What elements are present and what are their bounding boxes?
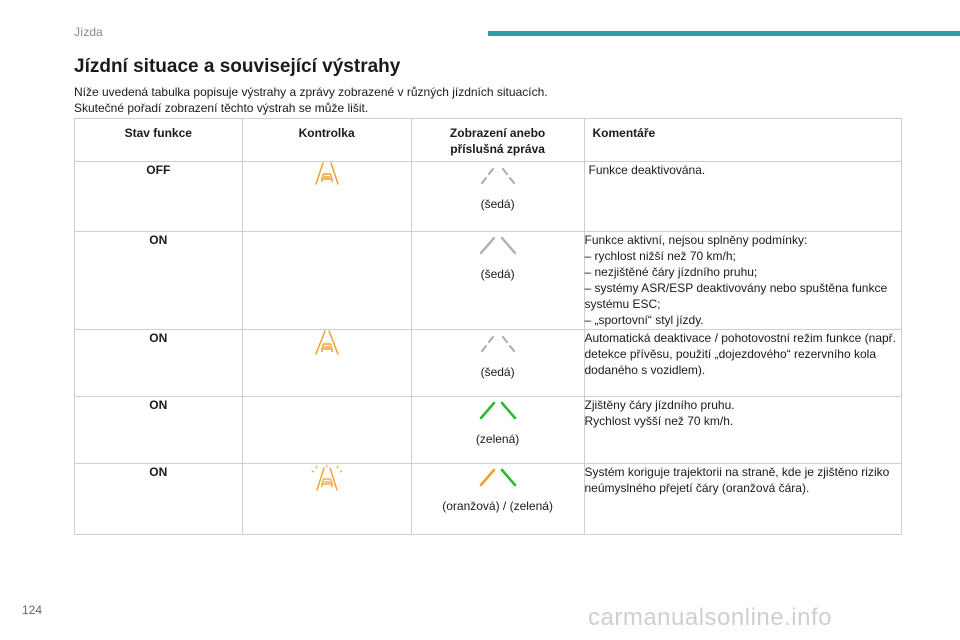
- lane-lines-dashed-grey-icon: [468, 330, 528, 354]
- lamp-cell: [242, 397, 411, 464]
- lane-lines-orange-green-icon: [468, 464, 528, 488]
- page-number: 124: [22, 603, 43, 617]
- header-comment: Komentáře: [584, 119, 902, 162]
- display-caption: (zelená): [475, 432, 520, 446]
- state-cell: ON: [75, 330, 243, 397]
- table-row: [75, 232, 902, 330]
- display-cell: [411, 232, 584, 330]
- comment-line: – systémy ASR/ESP deaktivovány nebo spuštěna funkce: [584, 281, 888, 295]
- table-row: [75, 330, 902, 397]
- comment-cell: [584, 464, 902, 535]
- header-state: Stav funkce: [75, 119, 243, 162]
- comment-line: Systém koriguje trajektorii na straně, kde je zjištěno riziko: [584, 465, 890, 479]
- lane-lines-dashed-grey-icon: [468, 162, 528, 186]
- intro-line: Skutečné pořadí zobrazení těchto výstrah se může lišit.: [74, 101, 369, 115]
- watermark: carmanualsonline.info: [588, 604, 832, 631]
- lane-lines-solid-grey-icon: [468, 232, 528, 256]
- display-caption: (šedá): [480, 197, 515, 211]
- display-caption: (šedá): [480, 365, 515, 379]
- header-display-line: příslušná zpráva: [450, 142, 545, 156]
- header-accent-bar: [488, 31, 960, 36]
- intro-text: [74, 84, 894, 116]
- comment-line: Zjištěny čáry jízdního pruhu.: [584, 398, 735, 412]
- header-lamp: Kontrolka: [242, 119, 411, 162]
- comment-line: systému ESC;: [584, 297, 661, 311]
- state-cell: ON: [75, 464, 243, 535]
- comment-line: detekce přívěsu, použití „dojezdového“ rezervního kola: [584, 347, 876, 361]
- display-caption: (šedá): [480, 267, 515, 281]
- display-cell: [411, 330, 584, 397]
- comment-line: – „sportovní“ styl jízdy.: [584, 313, 704, 327]
- comment-line: Automatická deaktivace / pohotovostní režim funkce (např.: [584, 331, 896, 345]
- table-row: [75, 464, 902, 535]
- lane-lines-green-icon: [468, 397, 528, 421]
- table-row: [75, 162, 902, 232]
- page-title: Jízdní situace a související výstrahy: [74, 56, 401, 77]
- comment-line: – rychlost nižší než 70 km/h;: [584, 249, 736, 263]
- comment-line: Funkce aktivní, nejsou splněny podmínky:: [584, 233, 808, 247]
- comment-cell: [584, 162, 902, 232]
- comment-line: dodaného s vozidlem).: [584, 363, 706, 377]
- warnings-table: [74, 118, 902, 535]
- comment-line: Funkce deaktivována.: [588, 163, 706, 177]
- comment-line: neúmyslného přejetí čáry (oranžová čára).: [584, 481, 810, 495]
- table-header-row: [75, 119, 902, 162]
- table-row: [75, 397, 902, 464]
- display-cell: [411, 162, 584, 232]
- display-caption: (oranžová) / (zelená): [442, 499, 553, 513]
- state-cell: OFF: [75, 162, 243, 232]
- comment-line: – nezjištěné čáry jízdního pruhu;: [584, 265, 758, 279]
- display-cell: [411, 464, 584, 535]
- header-display-line: Zobrazení anebo: [449, 126, 546, 140]
- lane-assist-standby-icon: [314, 330, 340, 356]
- lane-assist-off-icon: [314, 162, 340, 186]
- lamp-cell: [242, 464, 411, 535]
- lamp-cell: [242, 162, 411, 232]
- state-cell: ON: [75, 397, 243, 464]
- comment-cell: [584, 330, 902, 397]
- comment-line: Rychlost vyšší než 70 km/h.: [584, 414, 734, 428]
- lane-assist-active-icon: [311, 464, 343, 492]
- comment-cell: [584, 397, 902, 464]
- state-cell: ON: [75, 232, 243, 330]
- section-label: Jízda: [74, 25, 103, 39]
- intro-line: Níže uvedená tabulka popisuje výstrahy a zprávy zobrazené v různých jízdních situacích.: [74, 85, 548, 99]
- comment-cell: [584, 232, 902, 330]
- display-cell: [411, 397, 584, 464]
- lamp-cell: [242, 232, 411, 330]
- header-display: [411, 119, 584, 162]
- lamp-cell: [242, 330, 411, 397]
